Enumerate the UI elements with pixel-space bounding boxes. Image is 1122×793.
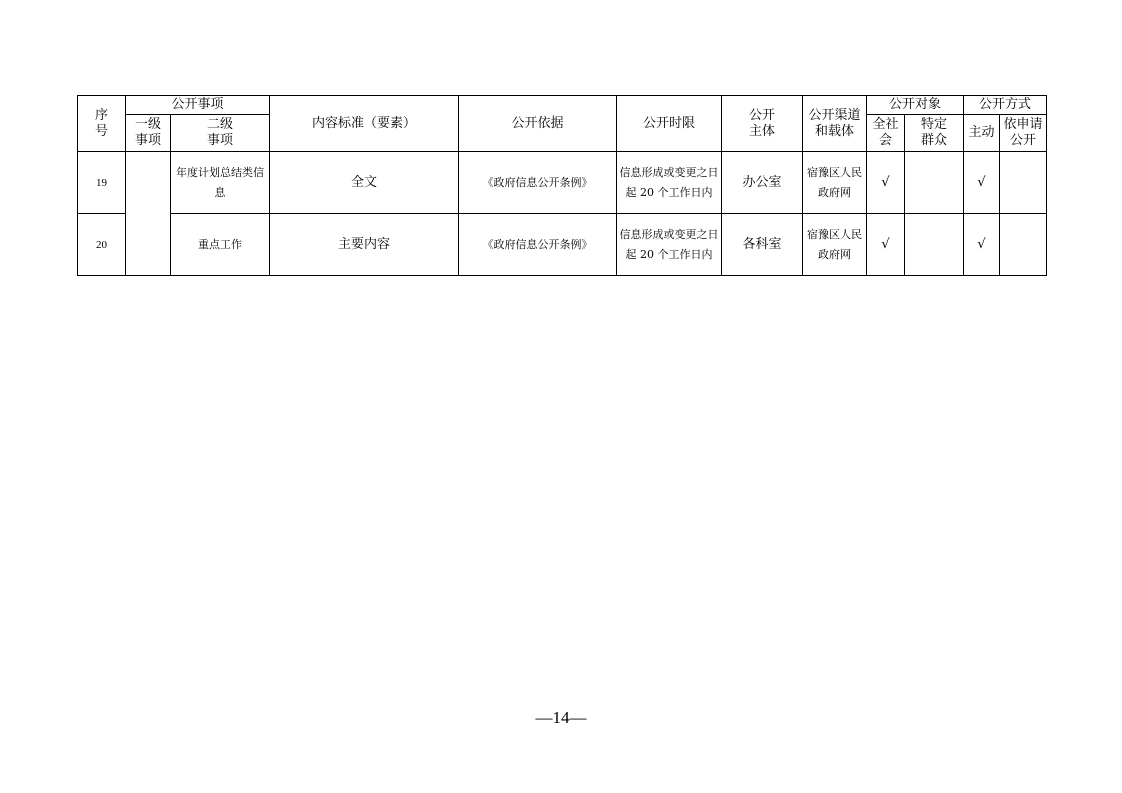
cell-subject: 办公室 [722, 152, 803, 214]
cell-channel: 宿豫区人民政府网 [803, 152, 867, 214]
table-row [78, 152, 1047, 214]
cell-method-active: √ [964, 152, 1000, 214]
header-item-group: 公开事项 [126, 96, 270, 115]
cell-time-limit: 信息形成或变更之日起 20 个工作日内 [617, 152, 722, 214]
cell-level1 [126, 152, 171, 276]
header-target-specific: 特定群众 [905, 115, 964, 152]
header-seq: 序号 [78, 96, 126, 152]
header-method-group: 公开方式 [964, 96, 1047, 115]
header-channel: 公开渠道和载体 [803, 96, 867, 152]
header-level1: 一级事项 [126, 115, 171, 152]
table-body [78, 152, 1047, 276]
cell-content: 主要内容 [270, 214, 459, 276]
header-target-group: 公开对象 [867, 96, 964, 115]
disclosure-table [77, 95, 1047, 276]
table-row [78, 214, 1047, 276]
cell-channel: 宿豫区人民政府网 [803, 214, 867, 276]
page-number: —14— [535, 708, 587, 727]
header-method-active: 主动 [964, 115, 1000, 152]
cell-target-specific [905, 152, 964, 214]
header-level2: 二级事项 [171, 115, 270, 152]
cell-content: 全文 [270, 152, 459, 214]
cell-method-request [1000, 214, 1047, 276]
cell-target-all: √ [867, 152, 905, 214]
header-method-request: 依申请公开 [1000, 115, 1047, 152]
cell-method-request [1000, 152, 1047, 214]
cell-level2: 年度计划总结类信息 [171, 152, 270, 214]
header-content: 内容标准（要素） [270, 96, 459, 152]
cell-subject: 各科室 [722, 214, 803, 276]
table-header [78, 96, 1047, 152]
header-time-limit: 公开时限 [617, 96, 722, 152]
cell-level2: 重点工作 [171, 214, 270, 276]
cell-seq: 20 [78, 214, 126, 276]
header-basis: 公开依据 [459, 96, 617, 152]
cell-method-active: √ [964, 214, 1000, 276]
header-subject: 公开主体 [722, 96, 803, 152]
cell-basis: 《政府信息公开条例》 [459, 214, 617, 276]
cell-time-limit: 信息形成或变更之日起 20 个工作日内 [617, 214, 722, 276]
header-target-all: 全社会 [867, 115, 905, 152]
cell-basis: 《政府信息公开条例》 [459, 152, 617, 214]
cell-seq: 19 [78, 152, 126, 214]
cell-target-specific [905, 214, 964, 276]
cell-target-all: √ [867, 214, 905, 276]
